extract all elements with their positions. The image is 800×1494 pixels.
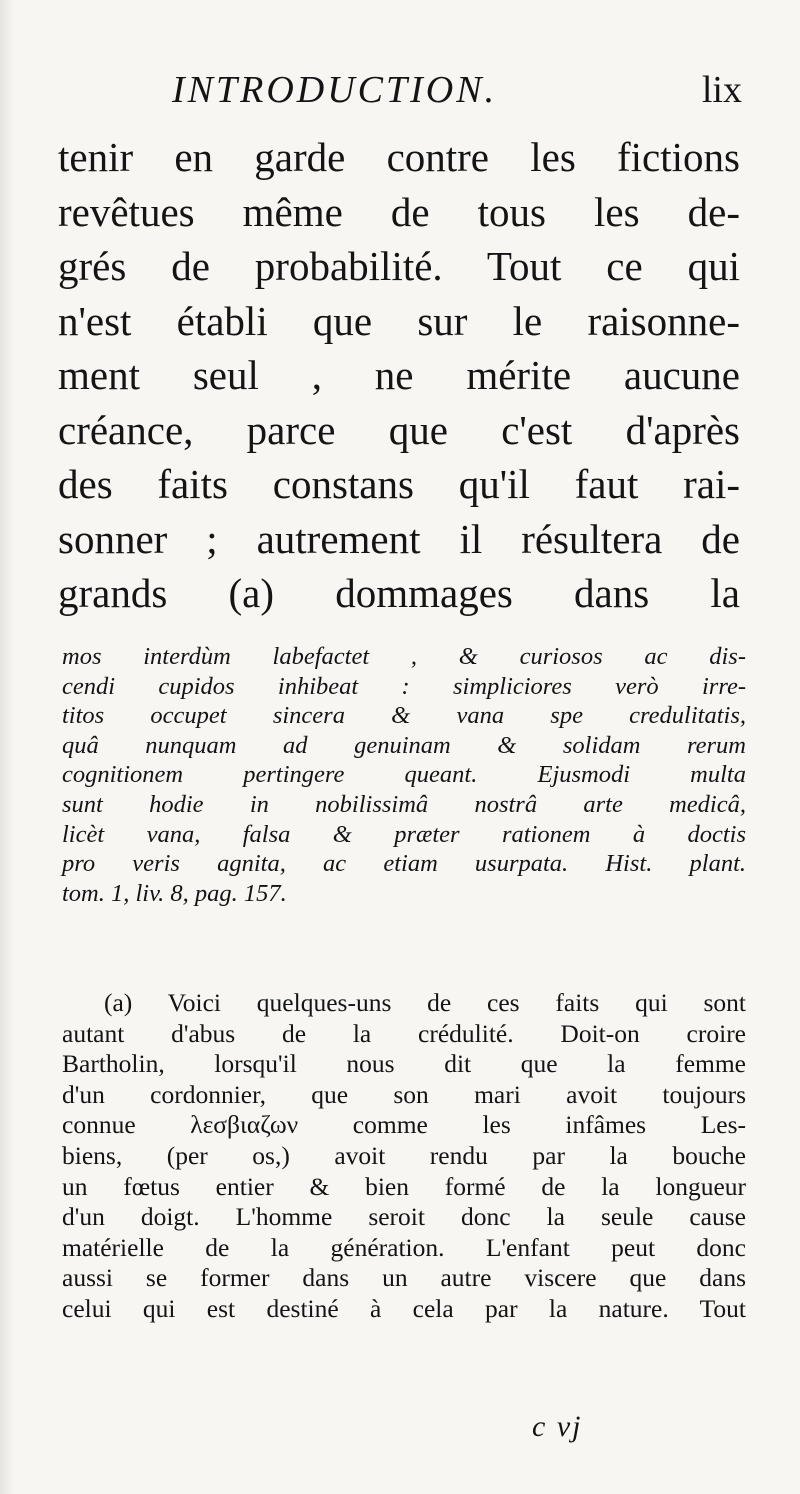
text-line: tenir en garde contre les fictions [58, 134, 740, 180]
quote-line: licèt vana, falsa & præter rationem à doctis [62, 820, 746, 848]
running-title: INTRODUCTION. [172, 69, 498, 111]
note-line: matérielle de la génération. L'enfant peut donc [62, 1232, 746, 1262]
quote-line: quâ nunquam ad genuinam & solidam rerum [62, 731, 746, 759]
text-line: grés de probabilité. Tout ce qui [58, 243, 740, 289]
note-line: connue λεσβιαζων comme les infâmes Les- [62, 1110, 746, 1140]
quote-line: tom. 1, liv. 8, pag. 157. [62, 879, 287, 907]
page-gutter-shadow [0, 0, 14, 1494]
text-line: grands (a) dommages dans la [58, 570, 740, 616]
note-line: d'un doigt. L'homme seroit donc la seule cause [62, 1202, 746, 1232]
note-line: celui qui est destiné à cela par la nature. Tout [62, 1293, 746, 1323]
main-text-block [58, 130, 740, 621]
note-line: aussi se former dans un autre viscere que dans [62, 1263, 746, 1293]
quote-line: sunt hodie in nobilissimâ nostrâ arte medicâ, [62, 790, 746, 818]
page-number: lix [701, 69, 742, 111]
text-line: des faits constans qu'il faut rai- [58, 461, 740, 507]
quote-line: pro veris agnita, ac etiam usurpata. Hist. plant. [62, 850, 746, 878]
quote-line: mos interdùm labefactet , & curiosos ac dis- [62, 643, 746, 670]
note-line: Bartholin, lorsqu'il nous dit que la femme [62, 1049, 746, 1079]
footnote-latin-quote [62, 642, 746, 908]
note-line: un fœtus entier & bien formé de la longueur [62, 1171, 746, 1201]
note-line: (a) Voici quelques-uns de ces faits qui sont [104, 988, 746, 1017]
quote-line: cognitionem pertingere queant. Ejusmodi multa [62, 761, 746, 789]
running-head [60, 68, 742, 122]
quote-line: titos occupet sincera & vana spe credulitatis, [62, 702, 746, 730]
footnote-separator [60, 630, 740, 631]
text-line: revêtues même de tous les de- [58, 188, 740, 235]
footnote-a [62, 988, 746, 1325]
text-line: n'est établi que sur le raisonne- [58, 297, 740, 344]
note-line: biens, (per os,) avoit rendu par la bouche [62, 1140, 746, 1170]
signature-mark: c vj [532, 1410, 583, 1443]
note-line: d'un cordonnier, que son mari avoit toujours [62, 1079, 746, 1109]
text-line: ment seul , ne mérite aucune [58, 352, 740, 398]
text-line: créance, parce que c'est d'après [58, 406, 740, 453]
note-line: autant d'abus de la crédulité. Doit-on croire [62, 1018, 746, 1048]
text-line: sonner ; autrement il résultera de [58, 515, 740, 562]
quote-line: cendi cupidos inhibeat : simpliciores verò irre- [62, 672, 746, 700]
